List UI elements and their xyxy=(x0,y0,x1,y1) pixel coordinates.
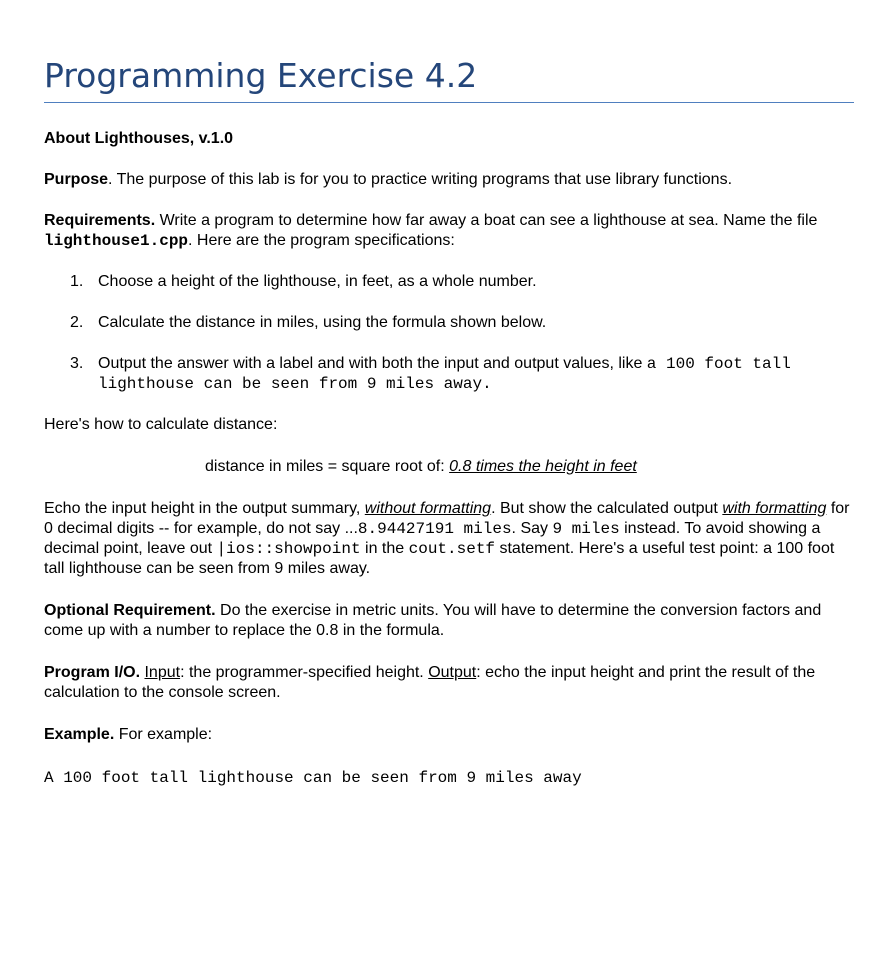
requirements-text-end: . Here are the program specifications: xyxy=(188,232,455,249)
formula-prefix: distance in miles = square root of: xyxy=(205,458,450,475)
output-label: Output xyxy=(428,664,477,681)
filename-code: lighthouse1.cpp xyxy=(44,232,189,250)
list-item-text: Choose a height of the lighthouse, in feet, as a whole number. xyxy=(98,273,537,290)
echo-paragraph xyxy=(44,499,854,579)
list-item xyxy=(70,272,854,292)
echo-text: in the xyxy=(360,540,409,557)
echo-text: Echo the input height in the output summary, xyxy=(44,500,365,517)
output-text: : echo the input height and print the result of the calculation to the console screen. xyxy=(44,664,816,701)
echo-text: . But show the calculated output xyxy=(491,500,723,517)
requirements-label: Requirements. xyxy=(44,212,156,229)
list-item-text: Calculate the distance in miles, using the formula shown below. xyxy=(98,314,547,331)
input-text: : the programmer-specified height. xyxy=(180,664,429,681)
list-item-text: Output the answer with a label and with both the input and output values, like xyxy=(98,355,647,372)
program-io-paragraph xyxy=(44,663,854,703)
example-text: For example: xyxy=(114,726,213,743)
purpose-paragraph xyxy=(44,170,854,190)
good-output-code: 9 miles xyxy=(552,520,620,538)
bad-output-code: 8.94427191 miles xyxy=(357,520,512,538)
setf-code: cout.setf xyxy=(408,540,496,558)
list-number: 3. xyxy=(70,355,84,372)
how-to-text: Here's how to calculate distance: xyxy=(44,416,278,433)
echo-text: instead. To avoid showing a decimal point, leave out xyxy=(44,520,821,557)
example-output-code: A 100 foot tall lighthouse can be seen from 9 miles away xyxy=(44,769,582,787)
optional-label: Optional Requirement. xyxy=(44,602,216,619)
example-label: Example. xyxy=(44,726,115,743)
purpose-label: Purpose xyxy=(44,171,109,188)
requirements-text: Write a program to determine how far away a boat can see a lighthouse at sea. Name the file xyxy=(155,212,818,229)
optional-paragraph xyxy=(44,601,854,641)
echo-text: for 0 decimal digits -- for example, do not say ... xyxy=(44,500,850,537)
optional-text: Do the exercise in metric units. You will have to determine the conversion factors and come up with a number to replace the 0.8 in the formula. xyxy=(44,602,822,639)
example-paragraph xyxy=(44,725,854,745)
input-label: Input xyxy=(144,664,181,681)
showpoint-code: |ios::showpoint xyxy=(216,540,361,558)
list-number: 1. xyxy=(70,273,84,290)
formula xyxy=(44,457,854,477)
about-heading: About Lighthouses, v.1.0 xyxy=(44,130,234,147)
list-number: 2. xyxy=(70,314,84,331)
document-page xyxy=(44,0,854,788)
without-formatting-link[interactable]: without formatting xyxy=(364,500,492,517)
with-formatting-link[interactable]: with formatting xyxy=(722,500,827,517)
purpose-text: . The purpose of this lab is for you to practice writing programs that use library functions. xyxy=(108,171,733,188)
page-title: Programming Exercise 4.2 xyxy=(44,0,854,103)
program-io-label: Program I/O. xyxy=(44,664,141,681)
requirements-paragraph xyxy=(44,211,854,251)
echo-text: statement. Here's a useful test point: a 100 foot tall lighthouse can be seen from 9 miles away. xyxy=(44,540,835,577)
echo-text: . Say xyxy=(511,520,553,537)
list-item xyxy=(70,354,854,394)
specifications-list xyxy=(44,272,854,394)
output-example-code: a 100 foot tall lighthouse can be seen from 9 miles away. xyxy=(98,355,791,393)
formula-emphasis: 0.8 times the height in feet xyxy=(449,458,637,475)
list-item xyxy=(70,313,854,333)
